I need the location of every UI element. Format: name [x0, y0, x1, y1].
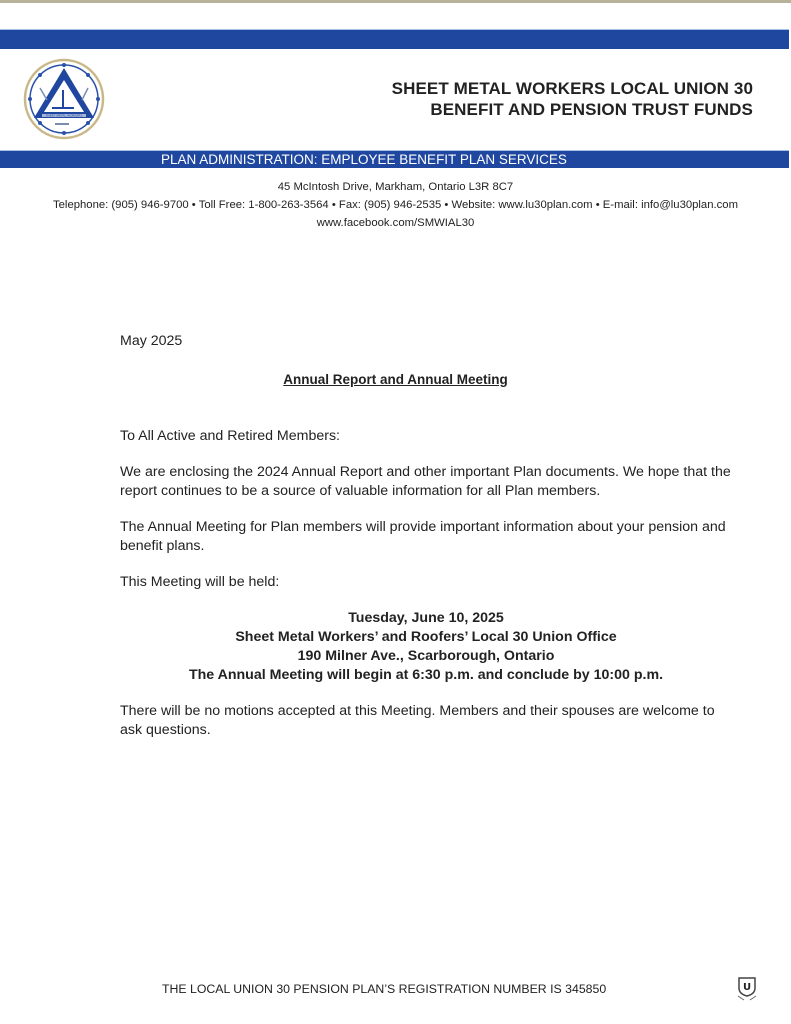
meeting-date: Tuesday, June 10, 2025	[348, 610, 504, 626]
organization-title	[392, 78, 753, 120]
letter-date: May 2025	[120, 333, 183, 349]
contact-address: 45 McIntosh Drive, Markham, Ontario L3R 8C7	[277, 181, 514, 193]
union-bug-letter: U	[742, 982, 752, 993]
letter-paragraph: We are enclosing the 2024 Annual Report and other important Plan documents. We hope that the report continues to be a source of valuable information for all Plan members.	[120, 464, 731, 499]
contact-facebook: www.facebook.com/SMWIAL30	[316, 217, 475, 229]
meeting-details	[0, 609, 791, 685]
org-name-line2: BENEFIT AND PENSION TRUST FUNDS	[430, 100, 753, 119]
plan-administration-text: PLAN ADMINISTRATION: EMPLOYEE BENEFIT PLAN SERVICES	[161, 152, 567, 167]
letter-subject: Annual Report and Annual Meeting	[283, 372, 508, 387]
contact-phone-line: Telephone: (905) 946-9700 • Toll Free: 1-800-263-3564 • Fax: (905) 946-2535 • Website: www.lu30plan.com • E-mail: info@lu30plan.com	[53, 199, 738, 211]
org-name-line1: SHEET METAL WORKERS LOCAL UNION 30	[391, 79, 753, 98]
letter-closing-paragraph: There will be no motions accepted at this Meeting. Members and their spouses are welcome to ask questions.	[120, 703, 715, 738]
letter-paragraph: This Meeting will be held:	[120, 574, 280, 590]
meeting-venue: Sheet Metal Workers’ and Roofers’ Local 30 Union Office	[235, 629, 617, 645]
union-label-bug-icon	[736, 975, 758, 1001]
meeting-address: 190 Milner Ave., Scarborough, Ontario	[297, 648, 555, 664]
registration-footer: THE LOCAL UNION 30 PENSION PLAN’S REGISTRATION NUMBER IS 345850	[162, 982, 607, 996]
union-seal-logo-icon	[22, 58, 106, 140]
letter-salutation: To All Active and Retired Members:	[120, 428, 341, 444]
header-blue-band	[0, 29, 789, 49]
plan-administration-band	[0, 150, 789, 168]
logo-text: SHEET METAL WORKERS	[45, 113, 83, 118]
letter-paragraph: The Annual Meeting for Plan members will provide important information about your pension and benefit plans.	[120, 519, 726, 554]
page-top-edge	[0, 0, 791, 3]
contact-block	[0, 178, 791, 232]
meeting-time: The Annual Meeting will begin at 6:30 p.m. and conclude by 10:00 p.m.	[188, 667, 664, 683]
